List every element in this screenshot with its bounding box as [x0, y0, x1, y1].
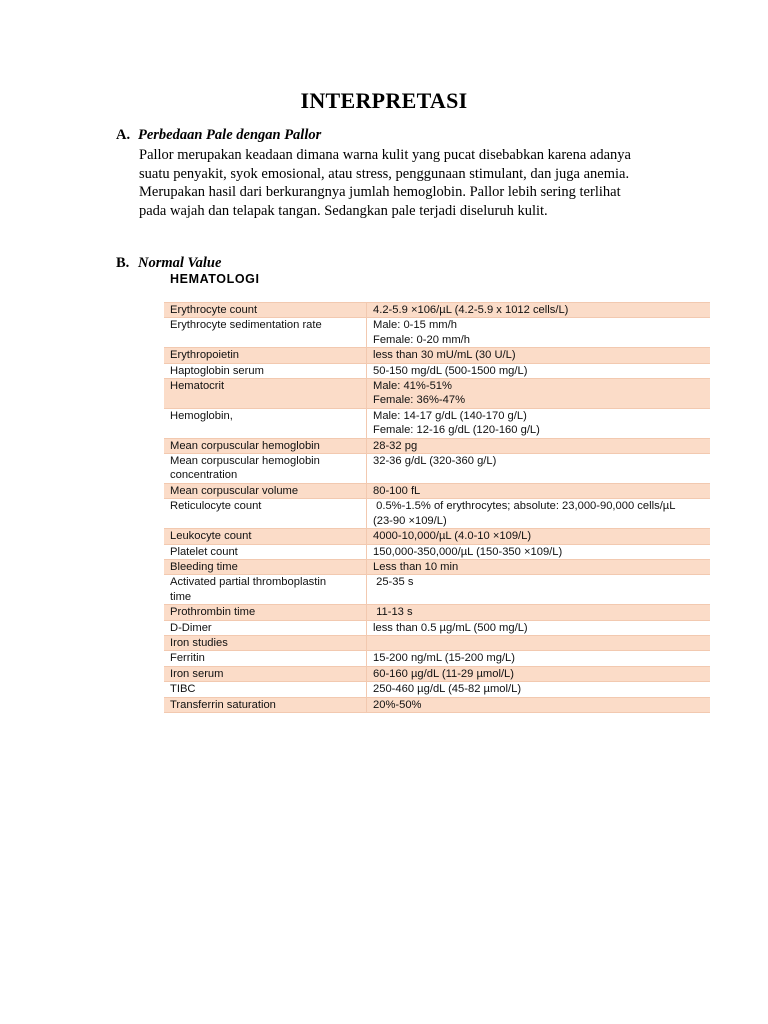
parameter-cell	[164, 483, 367, 498]
value-text: 80-100 fL	[373, 484, 421, 497]
parameter-cell	[164, 651, 367, 666]
parameter-cell	[164, 635, 367, 650]
value-cell	[367, 651, 711, 666]
parameter-text: Ferritin	[170, 652, 205, 665]
table-row	[164, 544, 710, 559]
parameter-text: Mean corpuscular volume	[170, 484, 299, 497]
value-cell	[367, 559, 711, 574]
table-row	[164, 379, 710, 409]
value-cell	[367, 303, 711, 318]
table-title: HEMATOLOGI	[170, 272, 260, 286]
parameter-cell	[164, 454, 367, 484]
parameter-cell	[164, 605, 367, 620]
value-cell	[367, 697, 711, 712]
value-cell	[367, 605, 711, 620]
value-cell	[367, 483, 711, 498]
parameter-cell	[164, 379, 367, 409]
table-row	[164, 363, 710, 378]
table-row	[164, 605, 710, 620]
section-b-title: Normal Value	[138, 255, 222, 271]
table-row	[164, 454, 710, 484]
value-text: 28-32 pg	[373, 439, 418, 452]
normal-values-table	[164, 302, 710, 713]
table-row	[164, 697, 710, 712]
value-text: 50-150 mg/dL (500-1500 mg/L)	[373, 364, 528, 377]
parameter-cell	[164, 408, 367, 438]
value-text: 11-13 s	[373, 606, 413, 619]
parameter-text: Haptoglobin serum	[170, 364, 264, 377]
parameter-cell	[164, 499, 367, 529]
value-cell	[367, 363, 711, 378]
table-row	[164, 303, 710, 318]
value-cell	[367, 318, 711, 348]
parameter-text: Leukocyte count	[170, 530, 252, 543]
parameter-text: Transferrin saturation	[170, 698, 276, 711]
section-b-heading	[116, 255, 221, 272]
parameter-cell	[164, 666, 367, 681]
section-a-paragraph	[139, 146, 679, 220]
parameter-cell	[164, 348, 367, 363]
value-text: Male: 41%-51%	[373, 380, 452, 393]
parameter-text: Hemoglobin,	[170, 409, 233, 422]
parameter-text: Platelet count	[170, 545, 238, 558]
section-a-title: Perbedaan Pale dengan Pallor	[138, 127, 322, 143]
parameter-text: Reticulocyte count	[170, 500, 262, 513]
value-text: 25-35 s	[373, 576, 414, 589]
parameter-text: Erythropoietin	[170, 349, 240, 362]
parameter-text: Prothrombin time	[170, 606, 256, 619]
parameter-cell	[164, 318, 367, 348]
value-text: 32-36 g/dL (320-360 g/L)	[373, 455, 497, 468]
parameter-text: Erythrocyte sedimentation rate	[170, 319, 322, 332]
parameter-text: Erythrocyte count	[170, 304, 258, 316]
value-cell	[367, 529, 711, 544]
value-text: Less than 10 min	[373, 560, 459, 573]
parameter-cell	[164, 697, 367, 712]
value-text: 4.2-5.9 ×106/µL (4.2-5.9 x 1012 cells/L)	[373, 304, 569, 316]
paragraph-line: pada wajah dan telapak tangan. Sedangkan pale terjadi diseluruh kulit.	[139, 202, 548, 219]
parameter-text: Activated partial thromboplastin	[170, 576, 327, 589]
value-cell	[367, 454, 711, 484]
table-row	[164, 666, 710, 681]
table-row	[164, 559, 710, 574]
value-text: (23-90 ×109/L)	[373, 514, 447, 527]
table-row	[164, 438, 710, 453]
value-cell	[367, 499, 711, 529]
value-cell	[367, 379, 711, 409]
value-cell	[367, 620, 711, 635]
value-cell	[367, 544, 711, 559]
parameter-cell	[164, 303, 367, 318]
parameter-text: Hematocrit	[170, 380, 225, 393]
parameter-text: Iron studies	[170, 636, 228, 649]
section-a-marker: A.	[116, 127, 131, 143]
parameter-text: Iron serum	[170, 667, 224, 680]
table-row	[164, 682, 710, 697]
parameter-cell	[164, 575, 367, 605]
value-text: Female: 36%-47%	[373, 394, 466, 407]
paragraph-line: suatu penyakit, syok emosional, atau stress, penggunaan stimulant, dan juga anemia.	[139, 165, 630, 182]
value-cell	[367, 348, 711, 363]
parameter-cell	[164, 438, 367, 453]
paragraph-line: Merupakan hasil dari berkurangnya jumlah hemoglobin. Pallor lebih sering terlihat	[139, 184, 621, 201]
table-row	[164, 529, 710, 544]
parameter-cell	[164, 559, 367, 574]
table-row	[164, 483, 710, 498]
table-row	[164, 318, 710, 348]
value-text	[373, 636, 710, 650]
table-row	[164, 575, 710, 605]
value-text: 20%-50%	[373, 698, 422, 711]
table-row	[164, 408, 710, 438]
paragraph-line: Pallor merupakan keadaan dimana warna kulit yang pucat disebabkan karena adanya	[139, 147, 631, 163]
table-row	[164, 620, 710, 635]
parameter-text: TIBC	[170, 683, 196, 696]
value-cell	[367, 438, 711, 453]
parameter-cell	[164, 363, 367, 378]
parameter-cell	[164, 544, 367, 559]
value-text: 4000-10,000/µL (4.0-10 ×109/L)	[373, 530, 532, 543]
value-text: Male: 14-17 g/dL (140-170 g/L)	[373, 409, 527, 422]
value-text: 0.5%-1.5% of erythrocytes; absolute: 23,000-90,000 cells/µL	[373, 500, 676, 513]
section-b-marker: B.	[116, 255, 130, 271]
section-a-heading	[116, 127, 321, 144]
parameter-cell	[164, 529, 367, 544]
parameter-cell	[164, 620, 367, 635]
value-text: 15-200 ng/mL (15-200 mg/L)	[373, 652, 515, 665]
value-text: 60-160 µg/dL (11-29 µmol/L)	[373, 667, 515, 680]
table-row	[164, 651, 710, 666]
parameter-text: D-Dimer	[170, 621, 212, 634]
value-cell	[367, 682, 711, 697]
value-text: Female: 0-20 mm/h	[373, 333, 470, 346]
page-title: INTERPRETASI	[300, 88, 468, 113]
value-text: Male: 0-15 mm/h	[373, 319, 457, 332]
parameter-text: concentration	[170, 469, 238, 482]
parameter-text: time	[170, 590, 192, 603]
value-text: Female: 12-16 g/dL (120-160 g/L)	[373, 424, 540, 437]
value-cell	[367, 635, 711, 650]
parameter-text: Bleeding time	[170, 560, 238, 573]
table-row	[164, 499, 710, 529]
table-row	[164, 348, 710, 363]
parameter-text: Mean corpuscular hemoglobin	[170, 455, 320, 468]
table-row	[164, 635, 710, 650]
value-text: less than 30 mU/mL (30 U/L)	[373, 349, 516, 362]
value-cell	[367, 666, 711, 681]
value-cell	[367, 408, 711, 438]
parameter-text: Mean corpuscular hemoglobin	[170, 439, 320, 452]
value-text: 150,000-350,000/µL (150-350 ×109/L)	[373, 545, 563, 558]
value-text: less than 0.5 µg/mL (500 mg/L)	[373, 621, 528, 634]
value-text: 250-460 µg/dL (45-82 µmol/L)	[373, 683, 522, 696]
value-cell	[367, 575, 711, 605]
parameter-cell	[164, 682, 367, 697]
